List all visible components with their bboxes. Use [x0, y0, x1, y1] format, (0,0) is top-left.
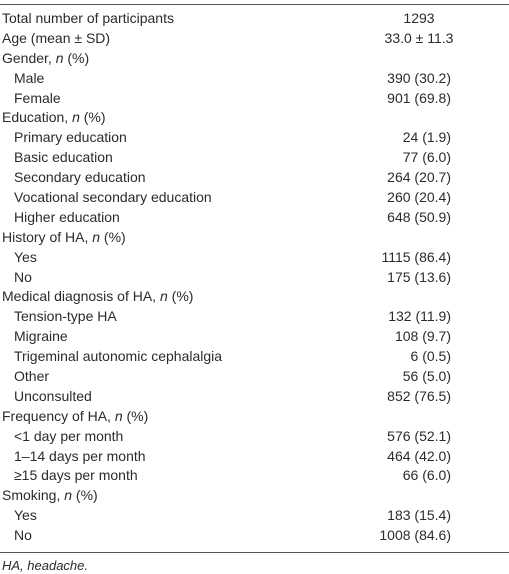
row-label-text: Smoking,	[2, 487, 65, 504]
row-label	[14, 367, 49, 387]
row-label	[2, 486, 98, 506]
row-value: 24 (1.9)	[402, 129, 451, 146]
table-row	[0, 208, 509, 228]
row-label-suffix: (%)	[72, 487, 98, 504]
row-label-text: Yes	[14, 507, 37, 524]
row-label	[14, 447, 146, 467]
row-label-text: Education,	[2, 109, 73, 126]
row-label-suffix: (%)	[122, 407, 149, 424]
row-value: 648 (50.9)	[387, 208, 451, 225]
row-label-text: Basic education	[14, 149, 113, 166]
row-label-text: Unconsulted	[14, 387, 92, 404]
row-label-text: Vocational secondary education	[14, 189, 212, 206]
row-label	[14, 69, 44, 89]
table-section-header	[0, 287, 509, 307]
row-label-text: 1–14 days per month	[14, 447, 146, 464]
row-label-unit: n	[72, 109, 80, 126]
table-row	[0, 9, 509, 29]
row-value: 852 (76.5)	[387, 387, 451, 404]
table-footnote: HA, headache.	[2, 558, 89, 573]
row-label-text: ≥15 days per month	[14, 467, 138, 484]
row-label	[2, 407, 148, 427]
row-value: 77 (6.0)	[402, 149, 451, 166]
table-row	[0, 268, 509, 288]
row-label-text: Secondary education	[14, 169, 146, 186]
row-value: 108 (9.7)	[394, 328, 451, 345]
row-value: 6 (0.5)	[410, 348, 451, 365]
row-label-text: Total number of participants	[2, 10, 174, 26]
row-label-text: No	[14, 268, 32, 285]
table-row	[0, 29, 509, 49]
row-label-text: Gender,	[2, 49, 56, 66]
row-label	[14, 327, 68, 347]
table-section-header	[0, 108, 509, 128]
row-label-unit: n	[64, 487, 73, 504]
table-row	[0, 526, 509, 546]
row-label	[14, 268, 32, 288]
row-label-text: Migraine	[14, 328, 68, 345]
row-label	[14, 347, 222, 367]
row-value: 56 (5.0)	[402, 368, 451, 385]
row-label-suffix: (%)	[100, 228, 126, 245]
row-label	[14, 526, 32, 546]
row-label	[14, 168, 146, 188]
row-label	[2, 228, 126, 248]
row-label-text: Frequency of HA,	[2, 407, 115, 424]
row-value: 33.0 ± 11.3	[384, 29, 454, 46]
row-label	[14, 387, 92, 407]
row-label-text: History of HA,	[2, 228, 93, 245]
row-label-text: Age (mean ± SD)	[2, 29, 111, 46]
table-bottom-rule	[0, 552, 509, 553]
row-label	[14, 89, 61, 109]
table-row	[0, 327, 509, 347]
row-label	[14, 208, 120, 228]
row-label-text: Trigeminal autonomic cephalalgia	[14, 348, 223, 365]
table-row	[0, 466, 509, 486]
table-row	[0, 188, 509, 208]
row-value: 1293	[403, 10, 435, 26]
row-value: 390 (30.2)	[387, 69, 451, 86]
table-row	[0, 367, 509, 387]
table-section-header	[0, 407, 509, 427]
row-label-text: Yes	[14, 248, 37, 265]
table-row	[0, 168, 509, 188]
row-value: 183 (15.4)	[387, 507, 451, 524]
row-label	[2, 49, 89, 69]
table-section-header	[0, 49, 509, 69]
row-label-text: Male	[14, 69, 45, 86]
table-section-header	[0, 486, 509, 506]
table-row	[0, 148, 509, 168]
table-row	[0, 89, 509, 109]
row-label-suffix: (%)	[79, 109, 106, 126]
row-label-suffix: (%)	[167, 288, 194, 305]
row-value: 260 (20.4)	[387, 189, 451, 206]
row-value: 175 (13.6)	[387, 268, 451, 285]
row-label	[14, 248, 37, 268]
table-row	[0, 128, 509, 148]
row-label-unit: n	[55, 49, 64, 66]
table-top-rule	[0, 4, 509, 5]
row-value: 66 (6.0)	[402, 467, 451, 484]
row-value: 1115 (86.4)	[381, 248, 451, 265]
row-label-text: Other	[14, 368, 50, 385]
row-label-unit: n	[92, 228, 101, 245]
row-value: 132 (11.9)	[388, 308, 451, 325]
row-label	[14, 427, 123, 447]
row-label-unit: n	[159, 288, 168, 305]
row-label	[14, 506, 37, 526]
row-label-text: No	[14, 527, 32, 544]
table-body	[0, 9, 509, 546]
row-label	[2, 108, 106, 128]
table-row	[0, 347, 509, 367]
row-label-text: Primary education	[14, 129, 127, 146]
row-label	[2, 287, 193, 307]
row-value: 576 (52.1)	[387, 427, 451, 444]
row-value: 1008 (84.6)	[379, 527, 451, 544]
table-row	[0, 387, 509, 407]
row-label	[14, 188, 212, 208]
row-label-text: Tension-type HA	[14, 308, 117, 325]
row-label-text: Higher education	[14, 208, 120, 225]
row-label-text: Female	[14, 89, 61, 106]
row-label-unit: n	[114, 407, 123, 424]
row-label	[2, 9, 174, 29]
row-label	[14, 148, 113, 168]
table-row	[0, 427, 509, 447]
row-label-text: <1 day per month	[14, 427, 124, 444]
table-row	[0, 248, 509, 268]
row-value: 901 (69.8)	[387, 89, 451, 106]
table-row	[0, 447, 509, 467]
table-row	[0, 506, 509, 526]
row-label	[14, 128, 127, 148]
row-value: 464 (42.0)	[387, 447, 451, 464]
row-label-suffix: (%)	[63, 49, 90, 66]
row-label	[14, 466, 138, 486]
table-section-header	[0, 228, 509, 248]
row-value: 264 (20.7)	[387, 169, 451, 186]
row-label-text: Medical diagnosis of HA,	[2, 288, 160, 305]
table-row	[0, 307, 509, 327]
table-row	[0, 69, 509, 89]
row-label	[2, 29, 110, 49]
row-label	[14, 307, 117, 327]
